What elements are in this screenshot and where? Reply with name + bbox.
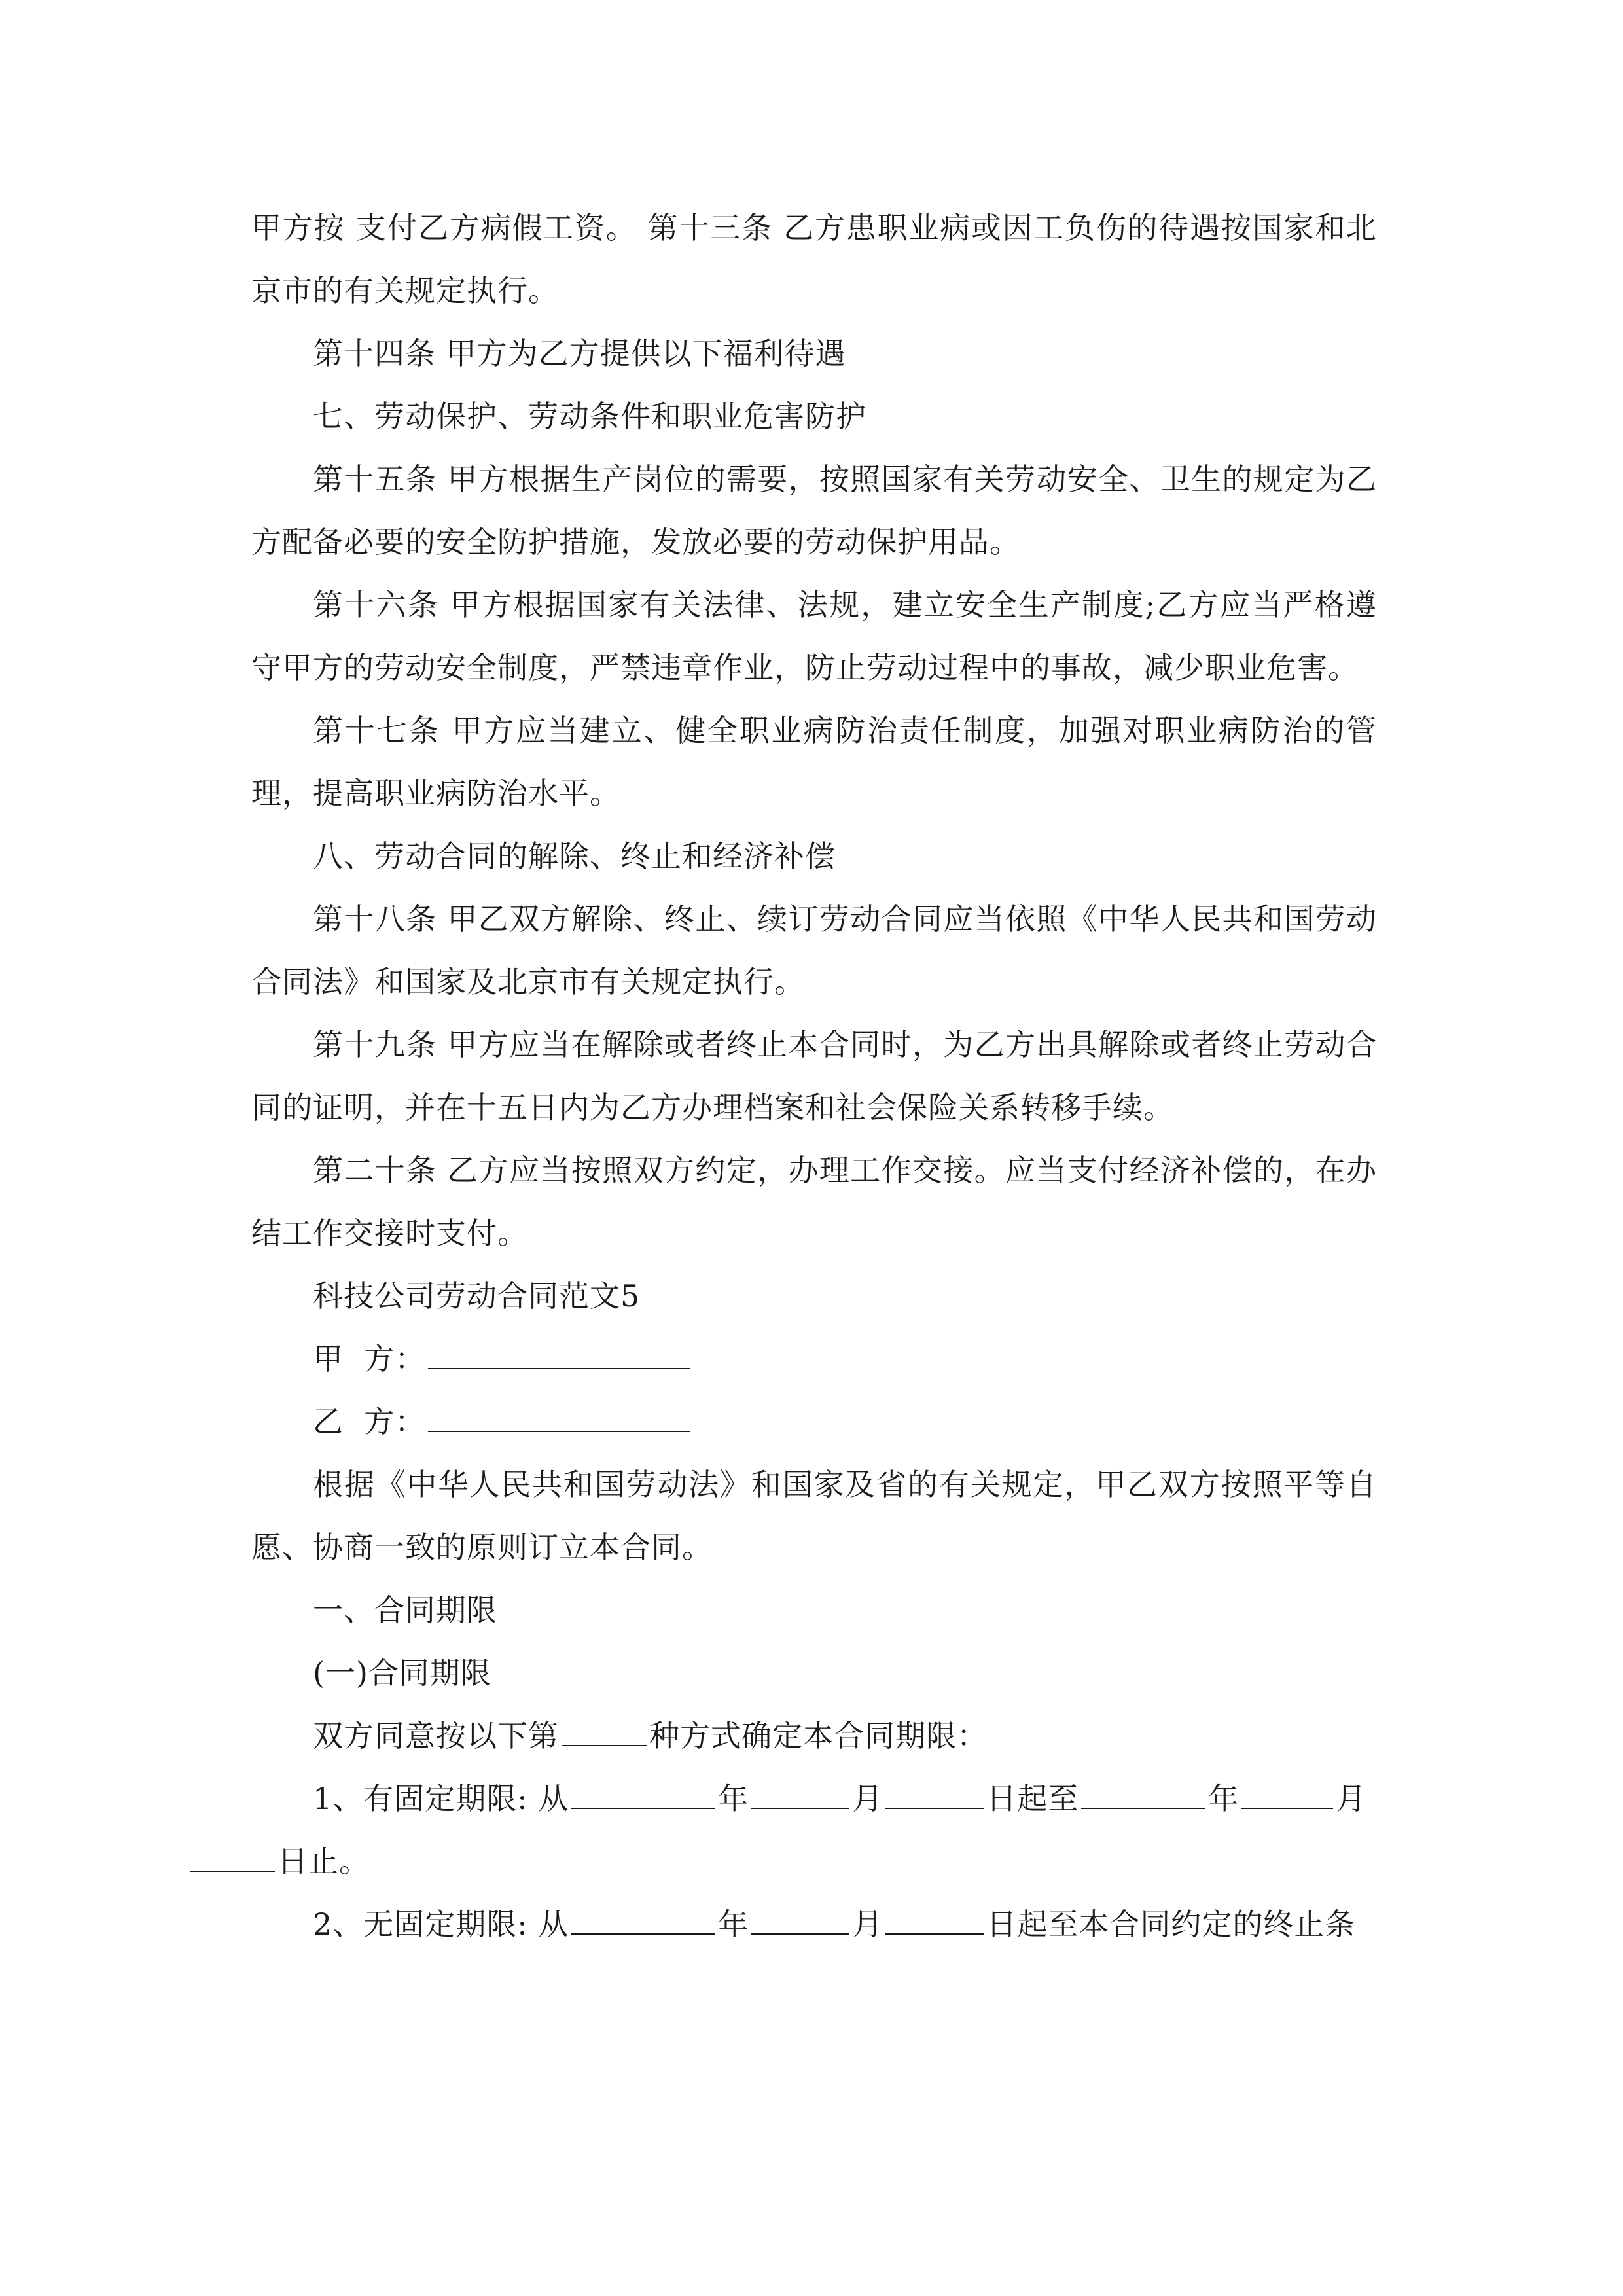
section-heading-labor-protection: 七、劳动保护、劳动条件和职业危害防护 (313, 399, 866, 434)
party-a-line (251, 1327, 1377, 1390)
term-choice-blank[interactable] (562, 1715, 647, 1746)
subsection-heading-term: (一)合同期限 (313, 1655, 491, 1691)
fixed-end-year-blank[interactable] (1081, 1778, 1205, 1809)
paragraph-article-19: 第十九条 甲方应当在解除或者终止本合同时，为乙方出具解除或者终止劳动合同的证明，并在十五日内为乙方办理档案和社会保险关系转移手续。 (251, 1027, 1377, 1125)
fixed-end-day-blank[interactable] (190, 1840, 275, 1872)
open-start-day-blank[interactable] (885, 1903, 984, 1935)
term-choice-before: 双方同意按以下第 (313, 1718, 559, 1753)
paragraph-sick-pay: 甲方按 支付乙方病假工资。 第十三条 乙方患职业病或因工负伤的待遇按国家和北京市的有关规定执行。 (251, 210, 1377, 308)
paragraph-article-14: 第十四条 甲方为乙方提供以下福利待遇 (313, 336, 846, 371)
party-b-label: 乙 方： (313, 1404, 426, 1439)
paragraph-preamble: 根据《中华人民共和国劳动法》和国家及省的有关规定，甲乙双方按照平等自愿、协商一致的原则订立本合同。 (251, 1467, 1377, 1565)
fixed-start-day-blank[interactable] (885, 1778, 984, 1809)
open-rest-label: 日起至本合同约定的终止条 (986, 1907, 1356, 1942)
paragraph-article-15: 第十五条 甲方根据生产岗位的需要，按照国家有关劳动安全、卫生的规定为乙方配备必要的安全防护措施，发放必要的劳动保护用品。 (251, 461, 1377, 560)
term-choice-after: 种方式确定本合同期限： (649, 1718, 988, 1753)
paragraph-term-choice (251, 1704, 1377, 1767)
party-a-label: 甲 方： (313, 1341, 426, 1376)
party-b-blank[interactable] (428, 1401, 690, 1432)
document-subtitle: 科技公司劳动合同范文5 (313, 1278, 641, 1314)
party-a-blank[interactable] (428, 1338, 690, 1369)
fixed-year2-label: 年 (1208, 1781, 1240, 1816)
paragraph-article-18: 第十八条 甲乙双方解除、终止、续订劳动合同应当依照《中华人民共和国劳动合同法》和国家及北京市有关规定执行。 (251, 901, 1377, 999)
paragraph-open-term (251, 1893, 1377, 1956)
open-start-month-blank[interactable] (751, 1903, 849, 1935)
section-heading-termination: 八、劳动合同的解除、终止和经济补偿 (313, 838, 836, 874)
fixed-month2-label: 月 (1336, 1781, 1367, 1816)
paragraph-article-17: 第十七条 甲方应当建立、健全职业病防治责任制度，加强对职业病防治的管理，提高职业病防治水平。 (251, 713, 1377, 811)
party-b-line (251, 1390, 1377, 1453)
open-month-label: 月 (852, 1907, 883, 1942)
fixed-year-label: 年 (718, 1781, 749, 1816)
fixed-start-year-blank[interactable] (571, 1778, 715, 1809)
fixed-end-label: 日止。 (277, 1844, 370, 1879)
fixed-term-label: 1、有固定期限: 从 (313, 1781, 569, 1816)
open-year-label: 年 (718, 1907, 749, 1942)
fixed-start-month-blank[interactable] (751, 1778, 849, 1809)
paragraph-fixed-term (251, 1767, 1377, 1893)
fixed-day-to-label: 日起至 (986, 1781, 1079, 1816)
fixed-month-label: 月 (852, 1781, 883, 1816)
fixed-end-month-blank[interactable] (1241, 1778, 1333, 1809)
document-page (251, 196, 1377, 1956)
open-term-label: 2、无固定期限: 从 (313, 1907, 569, 1942)
paragraph-article-20: 第二十条 乙方应当按照双方约定，办理工作交接。应当支付经济补偿的，在办结工作交接时支付。 (251, 1153, 1377, 1251)
open-start-year-blank[interactable] (571, 1903, 715, 1935)
paragraph-article-16: 第十六条 甲方根据国家有关法律、法规，建立安全生产制度;乙方应当严格遵守甲方的劳动安全制度，严禁违章作业，防止劳动过程中的事故，减少职业危害。 (251, 587, 1377, 685)
section-heading-term: 一、合同期限 (313, 1592, 497, 1628)
